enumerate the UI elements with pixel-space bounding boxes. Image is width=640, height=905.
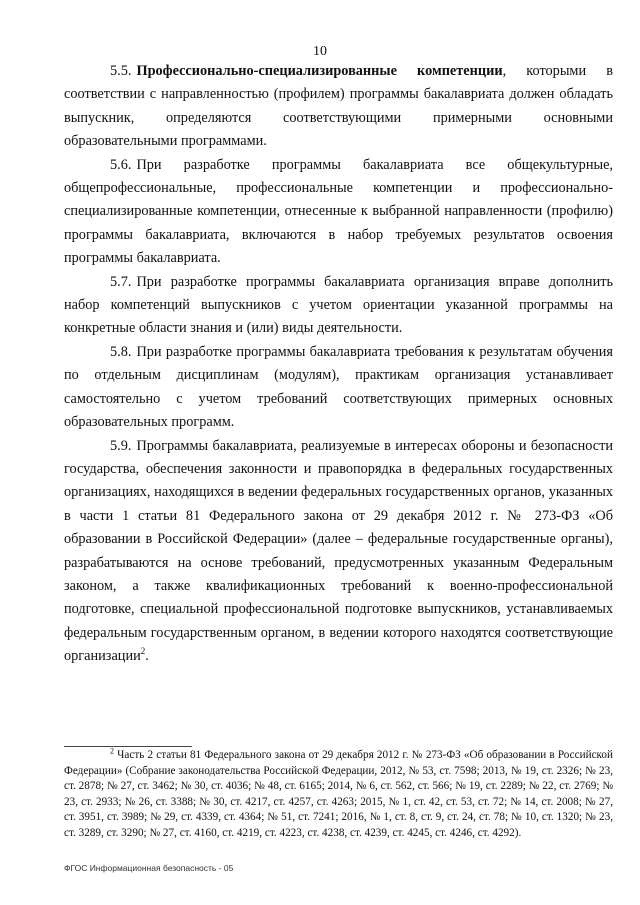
footnote-text: Часть 2 статьи 81 Федерального закона от 29 декабря 2012 г. № 273-ФЗ «Об образовании в Российской Федерации» (Собрание законодательства Российской Федерации, 2012, № 53, ст. 7598; 2013, № 19, ст. 2326; № 23, ст. 2878; № 27, ст. 3462; № 30, ст. 4036; № 48, ст. 6165; 2014, № 6, ст. 562, ст. 566; № 19, ст. 2289; № 22, ст. 2769; № 23, ст. 2933; № 26, ст. 3388; № 30, ст. 4217, ст. 4257, ст. 4263; 2015, № 1, ст. 42, ст. 53, ст. 72; № 14, ст. 2008; № 27, ст. 3951, ст. 3989; № 29, ст. 4339, ст. 4364; № 51, ст. 7241; 2016, № 1, ст. 8, ст. 9, ст. 24, ст. 78; № 10, ст. 1320; № 23, ст. 3289, ст. 3290; № 27, ст. 4160, ст. 4219, ст. 4223, ст. 4238, ст. 4239, ст. 4245, ст. 4246, ст. 4292).: [64, 749, 613, 839]
paragraph-text: Программы бакалавриата, реализуемые в интересах обороны и безопасности государства, обеспечения законности и правопорядка в федеральных государственных организациях, находящихся в ведении федеральных государственных органов, указанных в части 1 статьи 81 Федерального закона от 29 декабря 2012 г. № 273-ФЗ «Об образовании в Российской Федерации» (далее – федеральные государственные органы), разрабатываются на основе требований, предусмотренных указанным Федеральным законом, а также квалификационных требований к военно-профессиональной подготовке, специальной профессиональной подготовке выпускников, устанавливаемых федеральным государственным органом, в ведении которого находятся соответствующие организации: [64, 437, 613, 665]
footnote-separator: [64, 746, 192, 747]
paragraph-number: 5.9.: [110, 437, 132, 454]
paragraph-5-9: [64, 435, 613, 669]
paragraph-text: , которыми в соответствии с направленностью (профилем) программы бакалавриата должен обладать выпускник, определяются соответствующими примерными основными образовательными программами.: [64, 63, 613, 150]
paragraph-text: При разработке программы бакалавриата все общекультурные, общепрофессиональные, профессиональные компетенции и профессионально-специализированные компетенции, отнесенные к выбранной направленности (профилю) программы бакалавриата, включаются в набор требуемых результатов освоения программы бакалавриата.: [64, 156, 613, 267]
paragraph-number: 5.6.: [110, 156, 132, 173]
paragraph-5-5: [64, 60, 613, 154]
footer-caption: ФГОС Информационная безопасность - 05: [64, 863, 234, 873]
paragraph-5-8: [64, 341, 613, 435]
paragraph-5-6: [64, 154, 613, 271]
paragraph-bold-lead: Профессионально-специализированные компетенции: [136, 63, 503, 79]
body-text: [64, 60, 613, 669]
page-number: 10: [313, 44, 327, 59]
paragraph-5-7: [64, 271, 613, 341]
paragraph-text: При разработке программы бакалавриата требования к результатам обучения по отдельным дисциплинам (модулям), практикам организация устанавливает самостоятельно с учетом требований соответствующих примерных основных образовательных программ.: [64, 343, 613, 431]
paragraph-number: 5.5.: [110, 63, 132, 79]
footnote-reference[interactable]: 2: [140, 646, 146, 657]
paragraph-number: 5.8.: [110, 343, 132, 360]
paragraph-text: При разработке программы бакалавриата организация вправе дополнить набор компетенций выпускников с учетом ориентации указанной программы на конкретные области знания и (или) виды деятельности.: [64, 273, 613, 337]
paragraph-tail: .: [145, 648, 149, 665]
footnote-marker: 2: [110, 746, 114, 756]
footnote: [64, 748, 613, 842]
paragraph-number: 5.7.: [110, 273, 132, 290]
